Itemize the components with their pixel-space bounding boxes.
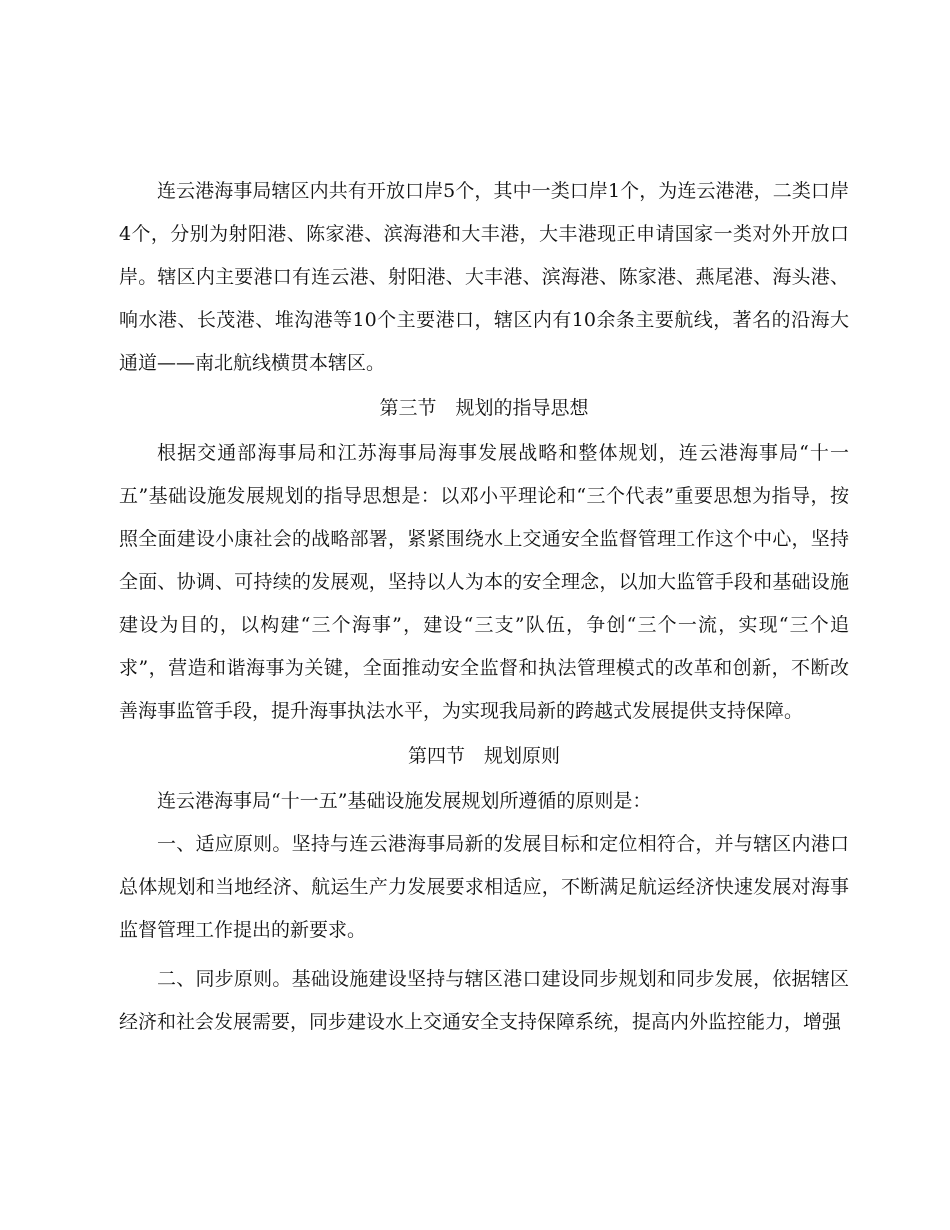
paragraph-principles-intro: 连云港海事局“十一五”基础设施发展规划所遵循的原则是： (157, 790, 652, 812)
section-heading-guiding-ideology: 第三节 规划的指导思想 (379, 397, 589, 419)
document-body (119, 170, 849, 1044)
paragraph-guiding-ideology: 根据交通部海事局和江苏海事局海事发展战略和整体规划，连云港海事局“十一五”基础设施发展规划的指导思想是：以邓小平理论和“三个代表”重要思想为指导，按照全面建设小康社会的战略部署，紧紧围绕水上交通安全监督管理工作这个中心，坚持全面、协调、可持续的发展观，坚持以人为本的安全理念，以加大监管手段和基础设施建设为目的，以构建“三个海事”，建设“三支”队伍，争创“三个一流，实现“三个追求”，营造和谐海事为关键，全面推动安全监督和执法管理模式的改革和创新，不断改善海事监管手段，提升海事执法水平，为实现我局新的跨越式发展提供支持保障。 (119, 442, 849, 722)
paragraph-open-ports: 连云港海事局辖区内共有开放口岸5个，其中一类口岸1个，为连云港港，二类口岸4个，分别为射阳港、陈家港、滨海港和大丰港，大丰港现正申请国家一类对外开放口岸。辖区内主要港口有连云港、射阳港、大丰港、滨海港、陈家港、燕尾港、海头港、响水港、长茂港、堆沟港等10个主要港口，辖区内有10余条主要航线，著名的沿海大通道——南北航线横贯本辖区。 (119, 180, 849, 374)
section-heading-planning-principles: 第四节 规划原则 (407, 745, 560, 767)
paragraph-adaptation-principle: 一、适应原则。坚持与连云港海事局新的发展目标和定位相符合，并与辖区内港口总体规划和当地经济、航运生产力发展要求相适应，不断满足航运经济快速发展对海事监督管理工作提出的新要求。 (119, 833, 849, 941)
paragraph-synchronization-principle: 二、同步原则。基础设施建设坚持与辖区港口建设同步规划和同步发展，依据辖区经济和社会发展需要，同步建设水上交通安全支持保障系统，提高内外监控能力，增强 (119, 968, 849, 1033)
